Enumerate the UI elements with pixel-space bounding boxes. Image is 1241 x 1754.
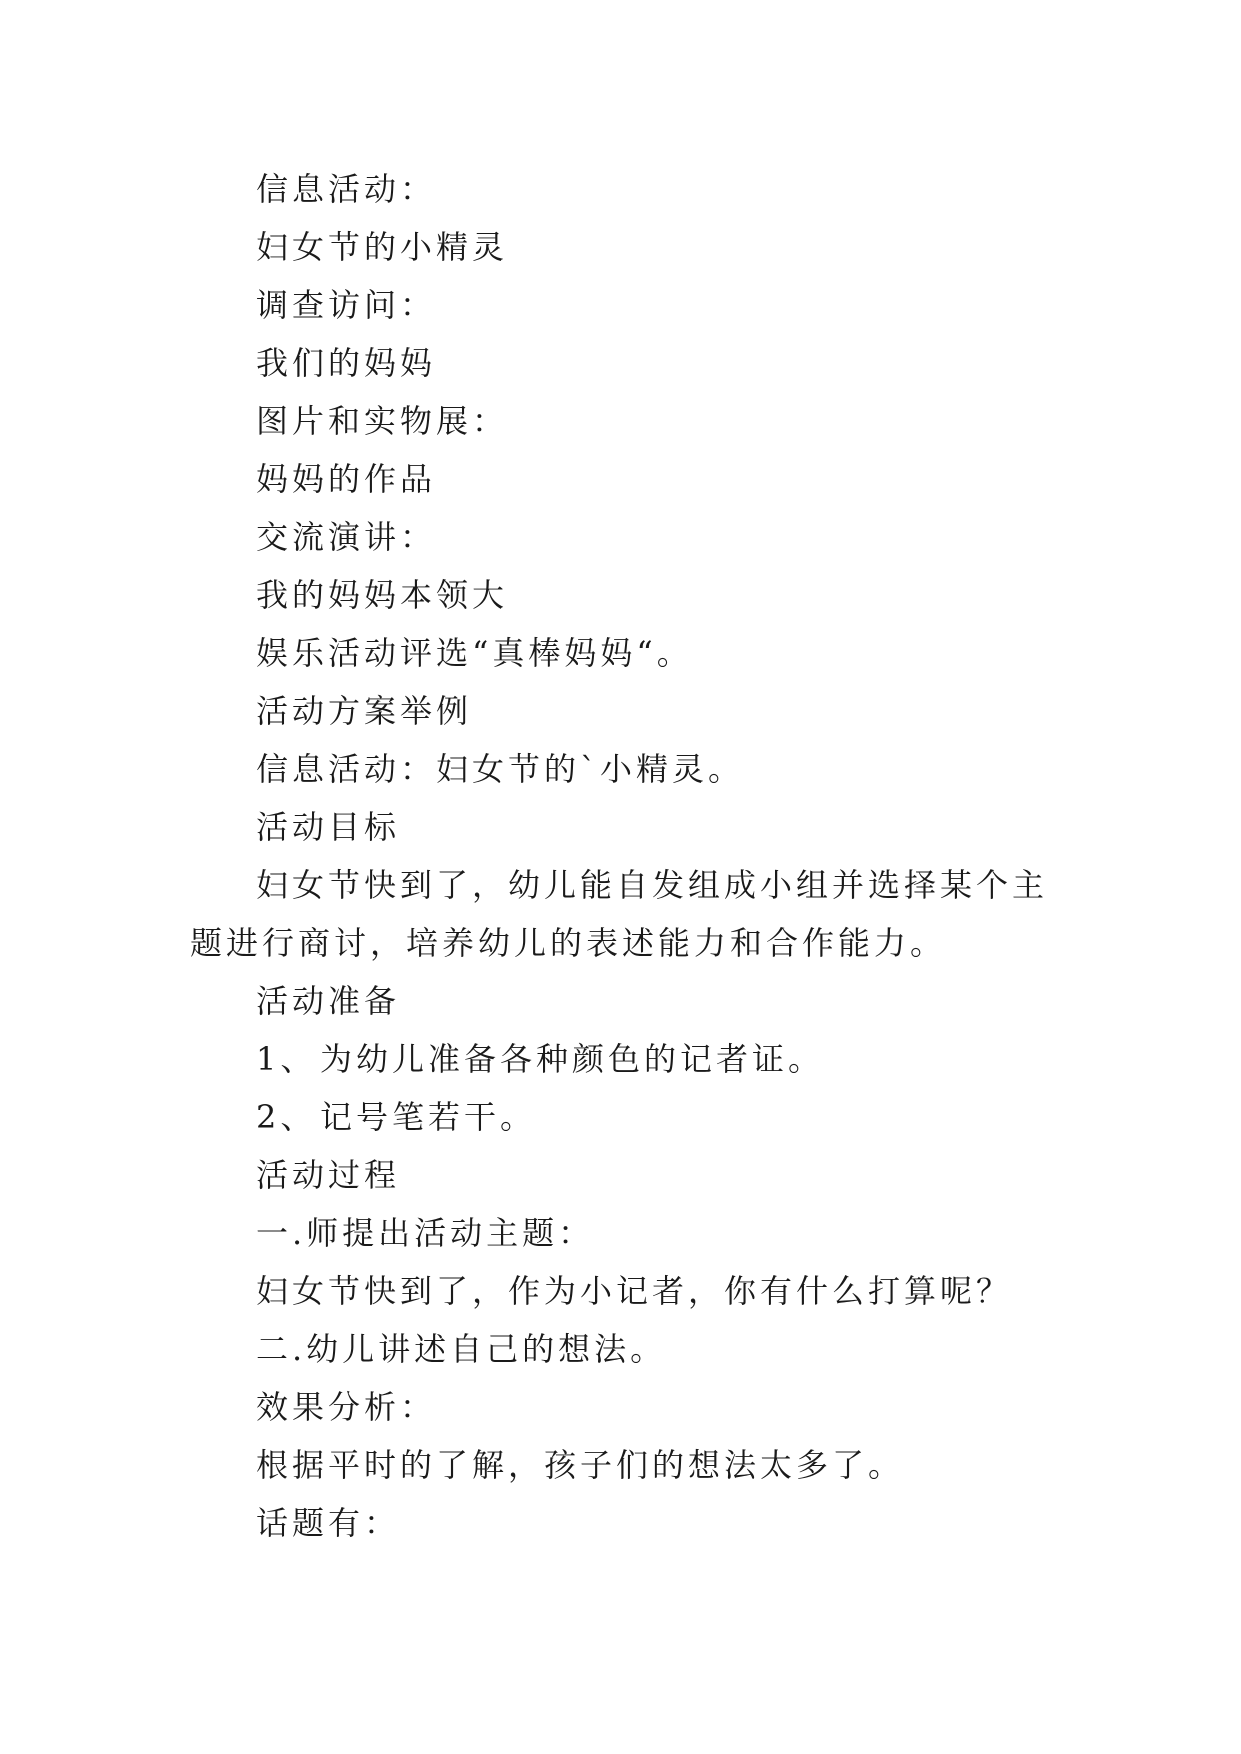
text-line: 二.幼儿讲述自己的想法。 [256, 1330, 667, 1368]
list-item [190, 1088, 1070, 1146]
text-line: 妇女节的小精灵 [256, 228, 509, 266]
text-line: 我的妈妈本领大 [256, 576, 509, 614]
list-text: 为幼儿准备各种颜色的记者证。 [320, 1040, 825, 1078]
list-number: 2、 [256, 1098, 317, 1136]
list-number: 1、 [256, 1040, 317, 1078]
text-line: 娱乐活动评选“真棒妈妈“。 [256, 634, 693, 672]
text-line: 效果分析： [256, 1388, 437, 1426]
document-body [190, 160, 1070, 1552]
text-line: 妈妈的作品 [256, 460, 437, 498]
section-heading: 活动过程 [256, 1156, 401, 1194]
text-line: 我们的妈妈 [256, 344, 437, 382]
text-line: 调查访问： [256, 286, 437, 324]
list-item [190, 1030, 1070, 1088]
text-line: 根据平时的了解，孩子们的想法太多了。 [256, 1446, 905, 1484]
text-line: 交流演讲： [256, 518, 437, 556]
text-line: 信息活动：妇女节的`小精灵。 [256, 750, 745, 788]
section-heading: 活动方案举例 [256, 692, 473, 730]
section-heading: 活动目标 [256, 808, 401, 846]
text-line: 图片和实物展： [256, 402, 509, 440]
text-line: 信息活动： [256, 170, 437, 208]
text-line: 一.师提出活动主题： [256, 1214, 595, 1252]
list-text: 记号笔若干。 [320, 1098, 537, 1136]
text-line: 话题有： [256, 1504, 401, 1542]
goal-paragraph: 妇女节快到了，幼儿能自发组成小组并选择某个主题进行商讨，培养幼儿的表述能力和合作能力。 [190, 866, 1049, 962]
section-heading: 活动准备 [256, 982, 401, 1020]
text-line: 妇女节快到了，作为小记者，你有什么打算呢？ [256, 1272, 1013, 1310]
